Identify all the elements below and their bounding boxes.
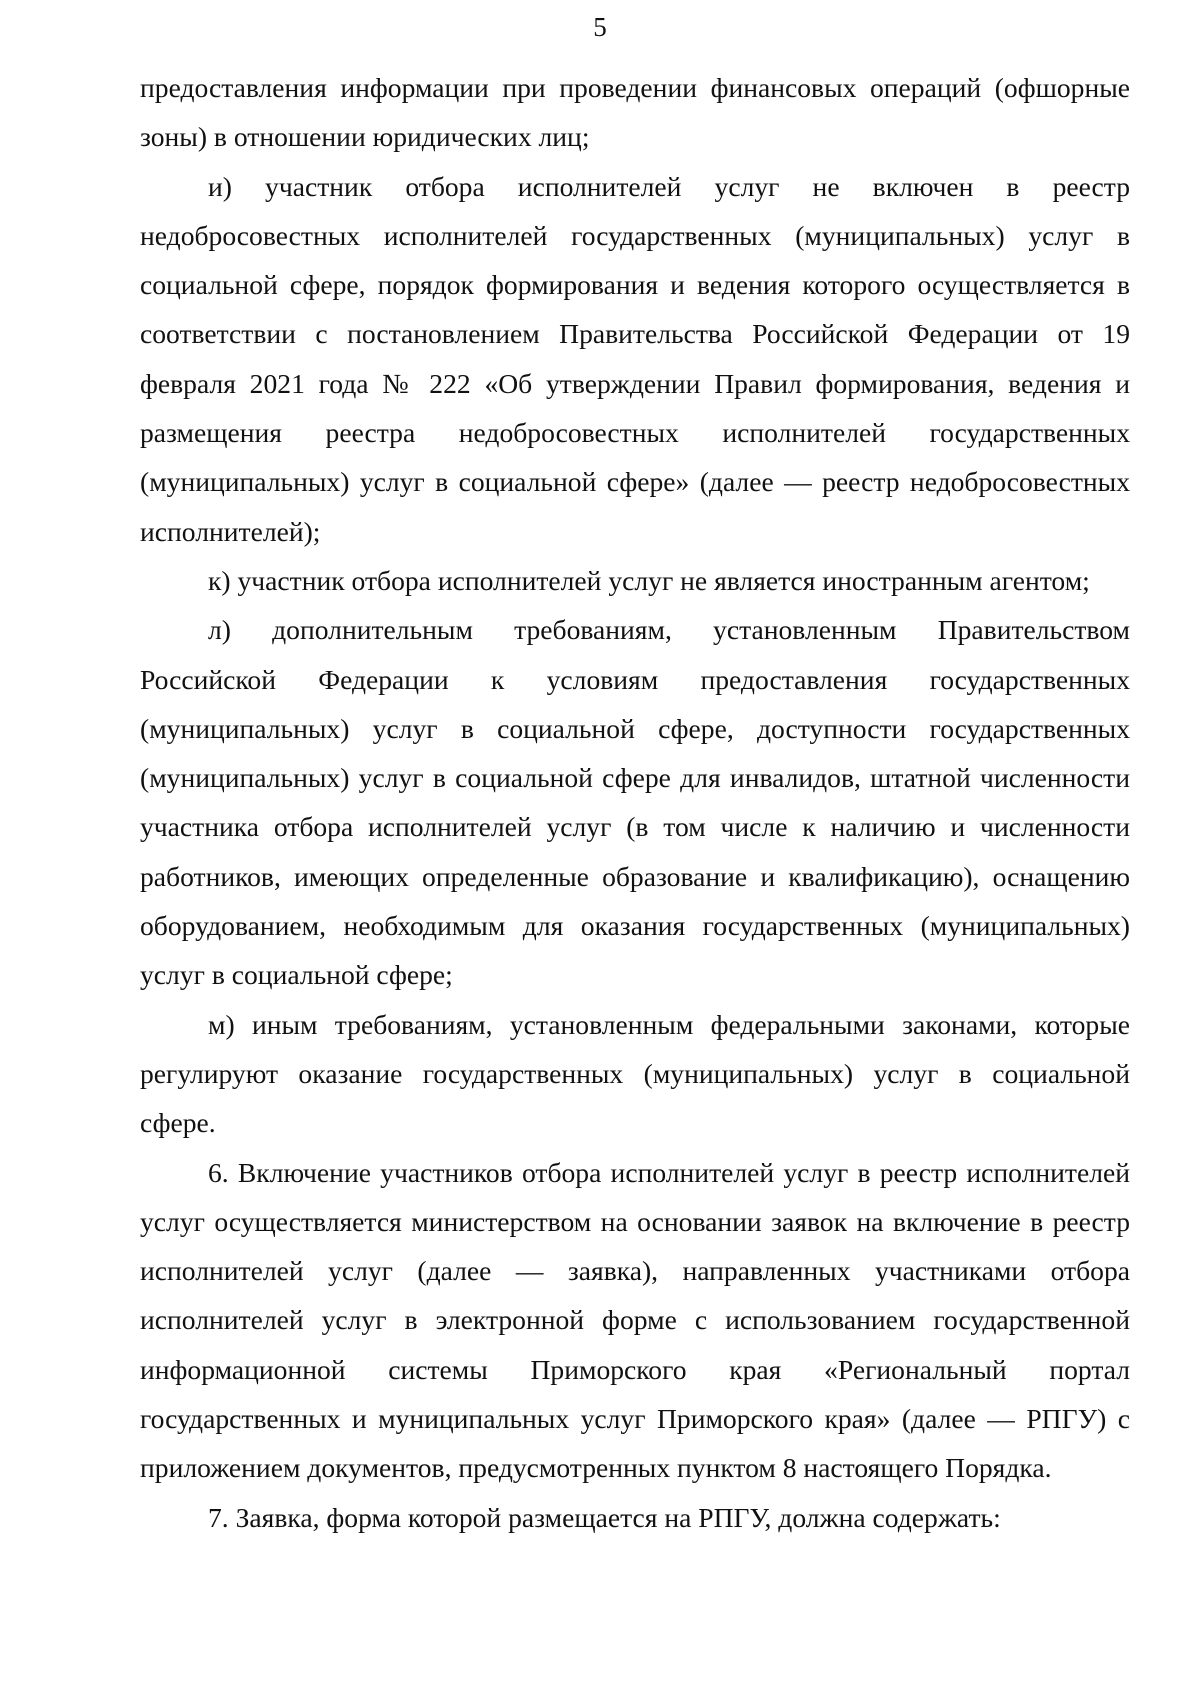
document-body [140, 63, 1130, 1542]
paragraph-item-l: л) дополнительным требованиям, установленным Правительством Российской Федерации к условиям предоставления государственных (муниципальных) услуг в социальной сфере, доступности государственных (муниципальных) услуг в социальной сфере для инвалидов, штатной численности участника отбора исполнителей услуг (в том числе к наличию и численности работников, имеющих определенные образование и квалификацию), оснащению оборудованием, необходимым для оказания государственных (муниципальных) услуг в социальной сфере; [140, 614, 1130, 991]
paragraph-continuation: предоставления информации при проведении финансовых операций (офшорные зоны) в отношении юридических лиц; [140, 72, 1130, 153]
paragraph-item-i: и) участник отбора исполнителей услуг не включен в реестр недобросовестных исполнителей государственных (муниципальных) услуг в социальной сфере, порядок формирования и ведения которого осуществляется в соответствии с постановлением Правительства Российской Федерации от 19 февраля 2021 года № 222 «Об утверждении Правил формирования, ведения и размещения реестра недобросовестных исполнителей государственных (муниципальных) услуг в социальной сфере» (далее — реестр недобросовестных исполнителей); [140, 170, 1130, 547]
paragraph-item-m: м) иным требованиям, установленным федеральными законами, которые регулируют оказание государственных (муниципальных) услуг в социальной сфере. [140, 1008, 1130, 1139]
paragraph-clause-6: 6. Включение участников отбора исполнителей услуг в реестр исполнителей услуг осуществляется министерством на основании заявок на включение в реестр исполнителей услуг (далее — заявка), направленных участниками отбора исполнителей услуг в электронной форме с использованием государственной информационной системы Приморского края «Региональный портал государственных и муниципальных услуг Приморского края» (далее — РПГУ) с приложением документов, предусмотренных пунктом 8 настоящего Порядка. [140, 1156, 1130, 1484]
page-number: 5 [593, 12, 607, 42]
paragraph-clause-7: 7. Заявка, форма которой размещается на РПГУ, должна содержать: [208, 1501, 1001, 1533]
paragraph-item-k: к) участник отбора исполнителей услуг не является иностранным агентом; [208, 564, 1090, 596]
